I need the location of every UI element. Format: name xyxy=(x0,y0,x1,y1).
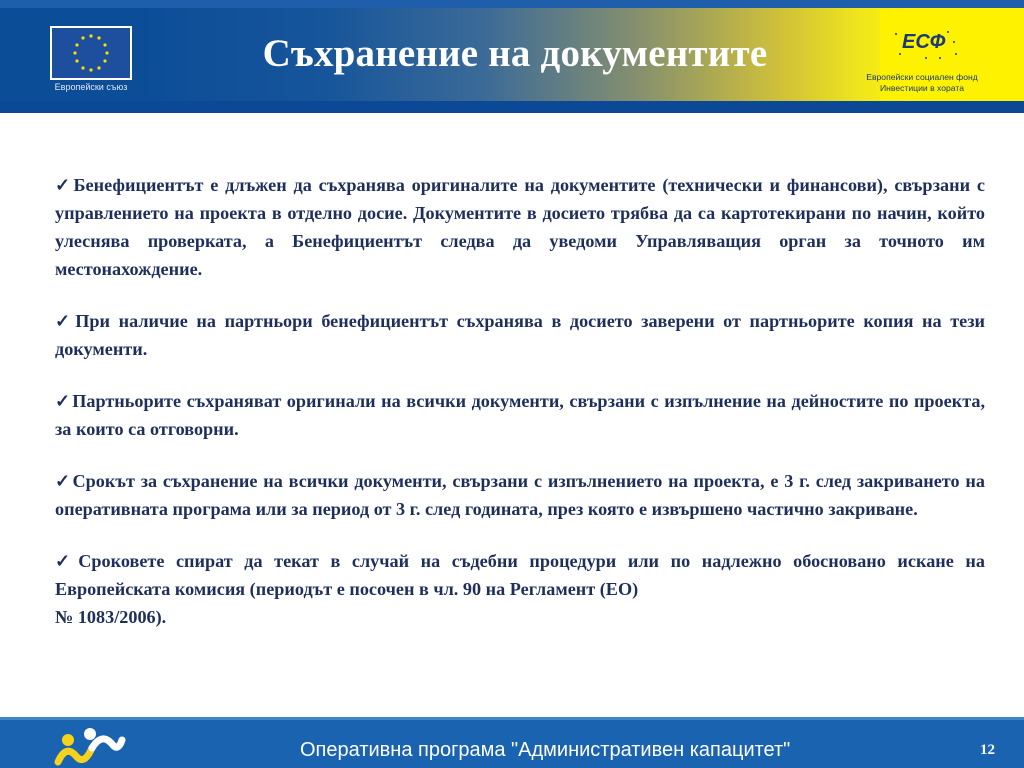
bullet-paragraph xyxy=(55,307,985,363)
paragraph-text: Партньорите съхраняват оригинали на всички документи, свързани с изпълнение на дейностите по проекта, за които са отговорни. xyxy=(55,391,985,439)
check-icon: ✓ xyxy=(55,391,72,411)
header-bottom-stripe xyxy=(0,101,1024,113)
check-icon: ✓ xyxy=(55,551,78,571)
esf-caption-line1: Европейски социален фонд xyxy=(866,72,978,82)
esf-caption xyxy=(860,72,984,94)
bullet-paragraph xyxy=(55,547,985,631)
eu-caption: Европейски съюз xyxy=(54,82,128,92)
bullet-paragraph xyxy=(55,467,985,523)
header-top-stripe xyxy=(0,0,1024,8)
footer-program-text: Оперативна програма "Административен капацитет" xyxy=(300,739,791,761)
check-icon: ✓ xyxy=(55,471,72,491)
paragraph-text: При наличие на партньори бенефициентът съхранява в досието заверени от партньорите копия на тези документи. xyxy=(55,311,985,359)
esf-caption-line2: Инвестиции в хората xyxy=(879,83,965,93)
paragraph-text: Сроковете спират да текат в случай на съдебни процедури или по надлежно обосновано искане на Европейската комисия (периодът е посочен в чл. 90 на Регламент (ЕО) xyxy=(55,551,985,599)
program-logo-icon xyxy=(52,722,126,768)
eu-flag-icon xyxy=(50,26,132,80)
check-icon: ✓ xyxy=(55,311,75,331)
paragraph-text-continued: № 1083/2006). xyxy=(55,607,167,627)
esf-logo-text: ЕСФ xyxy=(902,31,946,53)
esf-logo-icon xyxy=(890,24,970,72)
paragraph-text: Срокът за съхранение на всички документи, свързани с изпълнението на проекта, е 3 г. след закриването на оперативната програма или за период от 3 г. след годината, през която е извършено частично закриване. xyxy=(55,471,985,519)
bullet-paragraph xyxy=(55,171,985,283)
check-icon: ✓ xyxy=(55,175,73,195)
paragraph-text: Бенефициентът е длъжен да съхранява оригиналите на документите (технически и финансови), свързани с управлението на проекта в отделно досие. Документите в досието трябва да са картотекирани по начин, който улеснява проверката, а Бенефициентът следва да уведоми Управляващия орган за точното им местонахождение. xyxy=(55,175,985,279)
page-number: 12 xyxy=(980,742,995,758)
page-title: Съхранение на документите xyxy=(262,32,768,75)
bullet-paragraph xyxy=(55,387,985,443)
content-body xyxy=(55,171,985,631)
